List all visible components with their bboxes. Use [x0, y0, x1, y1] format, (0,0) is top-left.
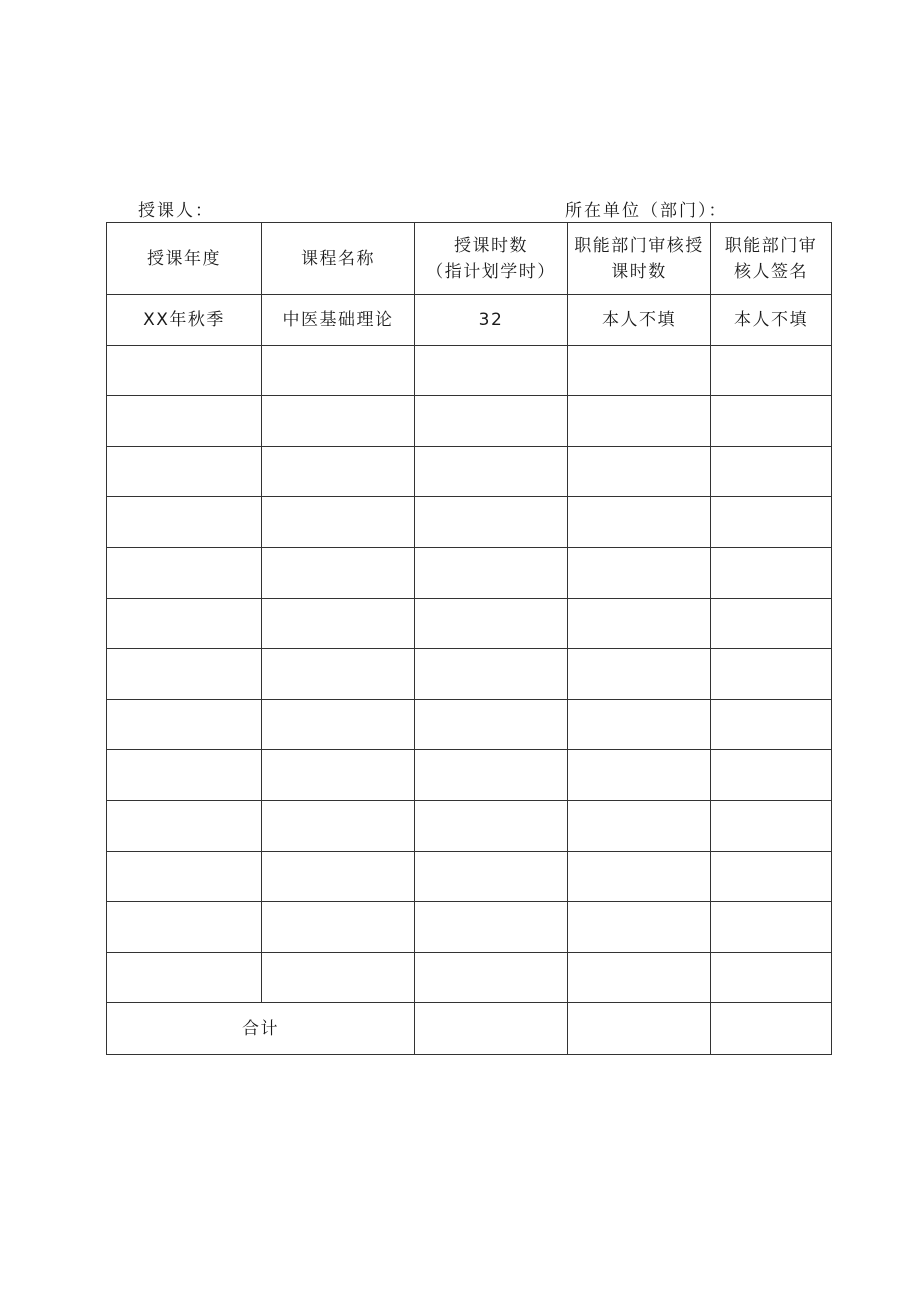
auditor-signature-cell[interactable] [711, 345, 832, 396]
table-row [107, 851, 832, 902]
auditor-signature-cell[interactable] [711, 952, 832, 1003]
teaching-hours-cell[interactable] [415, 396, 568, 447]
course-name-cell[interactable] [262, 345, 415, 396]
table-row [107, 952, 832, 1003]
year-cell[interactable] [107, 800, 262, 851]
audited-hours-cell[interactable] [568, 952, 711, 1003]
header-line: 职能部门审核授 [574, 235, 704, 256]
teaching-hours-table [106, 222, 832, 1055]
audited-hours-cell[interactable] [568, 547, 711, 598]
year-cell[interactable] [107, 345, 262, 396]
year-cell[interactable] [107, 598, 262, 649]
table-row [107, 547, 832, 598]
course-name-cell[interactable] [262, 497, 415, 548]
table-row [107, 295, 832, 346]
audited-hours-cell[interactable] [568, 699, 711, 750]
auditor-signature-cell[interactable] [711, 649, 832, 700]
table-row [107, 497, 832, 548]
course-name-cell[interactable] [262, 396, 415, 447]
table-row [107, 750, 832, 801]
header-row [107, 223, 832, 295]
audited-hours-cell[interactable] [568, 446, 711, 497]
teaching-hours-cell[interactable] [415, 851, 568, 902]
year-cell[interactable] [107, 952, 262, 1003]
column-header-audited-hours [568, 223, 711, 295]
year-cell[interactable] [107, 902, 262, 953]
header-line: 授课时数 [454, 235, 528, 256]
teaching-hours-cell[interactable] [415, 547, 568, 598]
audited-hours-cell[interactable] [568, 649, 711, 700]
year-cell[interactable] [107, 446, 262, 497]
table-row [107, 902, 832, 953]
course-name-cell[interactable] [262, 649, 415, 700]
teaching-hours-cell[interactable] [415, 497, 568, 548]
header-line: 授课年度 [147, 248, 221, 269]
audited-hours-cell[interactable]: 本人不填 [568, 295, 711, 346]
table-row [107, 446, 832, 497]
department-label: 所在单位（部门）： [565, 201, 728, 221]
table-row [107, 800, 832, 851]
table-body [107, 295, 832, 1055]
column-header-year [107, 223, 262, 295]
audited-hours-cell[interactable] [568, 396, 711, 447]
year-cell[interactable] [107, 750, 262, 801]
year-cell[interactable] [107, 699, 262, 750]
teaching-hours-cell[interactable] [415, 649, 568, 700]
year-cell[interactable] [107, 851, 262, 902]
course-name-cell[interactable] [262, 699, 415, 750]
teaching-hours-cell[interactable]: 32 [415, 295, 568, 346]
teaching-hours-cell[interactable] [415, 952, 568, 1003]
year-cell[interactable] [107, 649, 262, 700]
course-name-cell[interactable] [262, 750, 415, 801]
header-line: 核人签名 [734, 261, 808, 282]
auditor-signature-cell[interactable] [711, 699, 832, 750]
year-cell[interactable] [107, 396, 262, 447]
teaching-hours-cell[interactable] [415, 902, 568, 953]
auditor-signature-cell[interactable]: 本人不填 [711, 295, 832, 346]
total-audited-hours-cell[interactable] [568, 1003, 711, 1055]
auditor-signature-cell[interactable] [711, 902, 832, 953]
instructor-label: 授课人： [138, 201, 214, 221]
course-name-cell[interactable] [262, 598, 415, 649]
table-row [107, 345, 832, 396]
total-hours-cell[interactable] [415, 1003, 568, 1055]
auditor-signature-cell[interactable] [711, 800, 832, 851]
year-cell[interactable] [107, 497, 262, 548]
table-row [107, 699, 832, 750]
teaching-hours-cell[interactable] [415, 800, 568, 851]
course-name-cell[interactable] [262, 902, 415, 953]
course-name-cell[interactable]: 中医基础理论 [262, 295, 415, 346]
audited-hours-cell[interactable] [568, 497, 711, 548]
course-name-cell[interactable] [262, 800, 415, 851]
auditor-signature-cell[interactable] [711, 396, 832, 447]
audited-hours-cell[interactable] [568, 851, 711, 902]
auditor-signature-cell[interactable] [711, 598, 832, 649]
course-name-cell[interactable] [262, 952, 415, 1003]
table-row [107, 649, 832, 700]
auditor-signature-cell[interactable] [711, 750, 832, 801]
auditor-signature-cell[interactable] [711, 446, 832, 497]
table-row [107, 396, 832, 447]
course-name-cell[interactable] [262, 446, 415, 497]
year-cell[interactable] [107, 547, 262, 598]
audited-hours-cell[interactable] [568, 598, 711, 649]
audited-hours-cell[interactable] [568, 800, 711, 851]
teaching-hours-cell[interactable] [415, 446, 568, 497]
table-row [107, 598, 832, 649]
teaching-hours-cell[interactable] [415, 598, 568, 649]
course-name-cell[interactable] [262, 851, 415, 902]
course-name-cell[interactable] [262, 547, 415, 598]
column-header-auditor-signature [711, 223, 832, 295]
header-line: 课程名称 [301, 248, 375, 269]
total-label-cell: 合计 [107, 1003, 415, 1055]
column-header-course-name [262, 223, 415, 295]
header-line: （指计划学时） [426, 261, 556, 282]
teaching-hours-cell[interactable] [415, 699, 568, 750]
audited-hours-cell[interactable] [568, 750, 711, 801]
year-cell[interactable]: XX年秋季 [107, 295, 262, 346]
total-auditor-signature-cell[interactable] [711, 1003, 832, 1055]
teaching-hours-cell[interactable] [415, 750, 568, 801]
total-row [107, 1003, 832, 1055]
auditor-signature-cell[interactable] [711, 497, 832, 548]
teaching-hours-cell[interactable] [415, 345, 568, 396]
header-line: 职能部门审 [724, 235, 818, 256]
audited-hours-cell[interactable] [568, 345, 711, 396]
auditor-signature-cell[interactable] [711, 851, 832, 902]
audited-hours-cell[interactable] [568, 902, 711, 953]
column-header-teaching-hours [415, 223, 568, 295]
header-line: 课时数 [611, 261, 667, 282]
auditor-signature-cell[interactable] [711, 547, 832, 598]
